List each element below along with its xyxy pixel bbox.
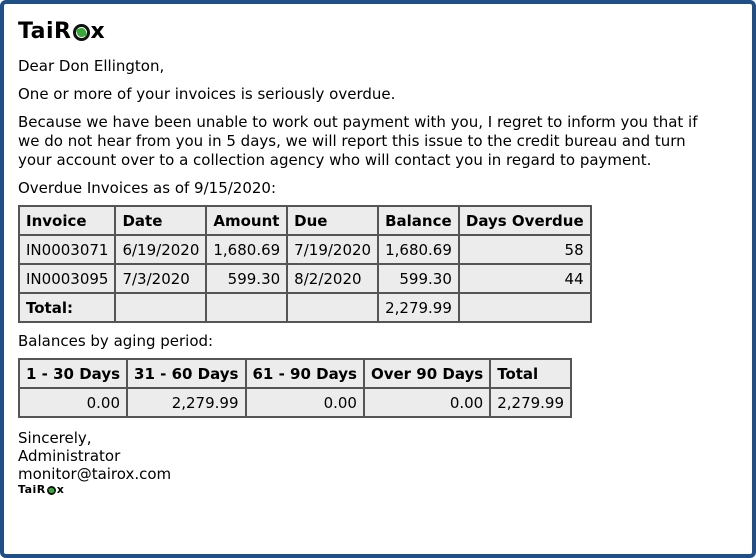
tairox-footer-logo [18,483,738,497]
aging-heading: Balances by aging period: [18,332,214,350]
closing: Sincerely, [18,429,92,447]
column-header: Invoice [19,206,115,235]
logo-text-suffix: x [56,483,65,496]
signer-name: Administrator [18,447,121,465]
column-header: Balance [378,206,459,235]
column-header: 61 - 90 Days [246,359,364,388]
due-cell: 7/19/2020 [287,235,378,264]
empty-cell [206,293,287,322]
column-header: Days Overdue [459,206,591,235]
table-row [19,235,591,264]
letter-content [18,18,738,497]
column-header: Over 90 Days [364,359,490,388]
body-paragraph: Because we have been unable to work out payment with you, I regret to inform you that if we do not hear from you in 5 days, we will report this issue to the credit bureau and turn your account over to a collection agency who will contact you in regard to payment. [18,113,698,169]
balance-cell: 599.30 [378,264,459,293]
table-header-row [19,206,591,235]
intro-paragraph: One or more of your invoices is seriously overdue. [18,85,396,103]
overdue-heading: Overdue Invoices as of 9/15/2020: [18,179,277,197]
aging-value-cell: 0.00 [19,388,127,417]
total-label: Total: [19,293,115,322]
date-cell: 7/3/2020 [115,264,206,293]
days-overdue-cell: 58 [459,235,591,264]
logo-text-prefix: TaiR [18,483,46,496]
date-cell: 6/19/2020 [115,235,206,264]
logo-text-prefix: TaiR [18,19,72,44]
aging-value-cell: 0.00 [246,388,364,417]
signer-email: monitor@tairox.com [18,465,172,483]
column-header: 31 - 60 Days [127,359,245,388]
logo-leaf-icon [47,486,56,495]
aging-value-cell: 2,279.99 [127,388,245,417]
days-overdue-cell: 44 [459,264,591,293]
empty-cell [115,293,206,322]
invoice-cell: IN0003071 [19,235,115,264]
column-header: 1 - 30 Days [19,359,127,388]
invoice-cell: IN0003095 [19,264,115,293]
overdue-invoices-table [18,205,592,323]
aging-total-cell: 2,279.99 [490,388,571,417]
tairox-logo [18,18,738,46]
empty-cell [459,293,591,322]
aging-table [18,358,572,418]
column-header: Amount [206,206,287,235]
signature-block [18,429,738,483]
logo-text-suffix: x [90,19,106,44]
amount-cell: 1,680.69 [206,235,287,264]
total-balance-cell: 2,279.99 [378,293,459,322]
due-cell: 8/2/2020 [287,264,378,293]
empty-cell [287,293,378,322]
table-row [19,264,591,293]
balance-cell: 1,680.69 [378,235,459,264]
column-header: Date [115,206,206,235]
total-row [19,293,591,322]
logo-leaf-icon [73,24,90,41]
column-header: Total [490,359,571,388]
amount-cell: 599.30 [206,264,287,293]
table-header-row [19,359,571,388]
greeting: Dear Don Ellington, [18,57,165,75]
column-header: Due [287,206,378,235]
table-row [19,388,571,417]
aging-value-cell: 0.00 [364,388,490,417]
